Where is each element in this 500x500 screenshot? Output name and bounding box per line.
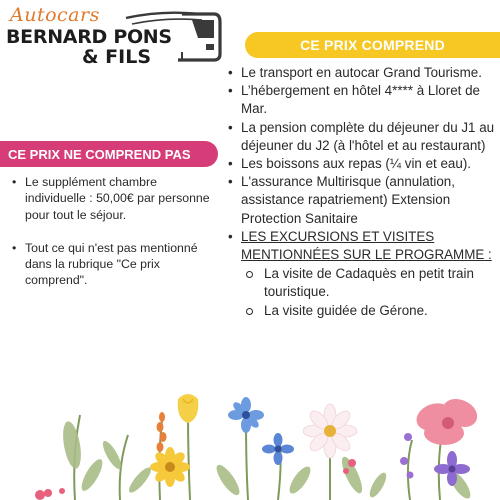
company-logo: [4, 4, 216, 66]
sublist-item: La visite guidée de Gérone.: [241, 302, 498, 320]
list-item: • L'assurance Multirisque (annulation, assistance rapatriement) Extension Protection Sanitaire: [222, 173, 498, 228]
list-item: • Le transport en autocar Grand Tourisme.: [222, 64, 498, 82]
list-item: • La pension complète du déjeuner du J1 au déjeuner du J2 (à l'hôtel et au restaurant): [222, 119, 498, 155]
excludes-banner: [0, 141, 218, 167]
excludes-title: CE PRIX NE COMPREND PAS: [8, 146, 191, 162]
excludes-list: [8, 174, 216, 289]
logo-company-suffix: & FILS: [82, 46, 152, 68]
excursions-sublist: [241, 265, 498, 320]
includes-title: CE PRIX COMPREND: [300, 37, 445, 53]
wildflowers-illustration: [0, 385, 500, 500]
sublist-item: La visite de Cadaquès en petit train touristique.: [241, 265, 498, 301]
includes-list: [222, 64, 498, 320]
excursions-heading: LES EXCURSIONS ET VISITES MENTIONNÉES SUR LE PROGRAMME :: [241, 228, 492, 263]
logo-company-name: BERNARD PONS: [6, 26, 172, 48]
list-item: • Tout ce qui n'est pas mentionné dans la rubrique "Ce prix comprend".: [8, 240, 216, 289]
includes-banner: [245, 32, 500, 58]
excursions-item: [222, 228, 498, 320]
logo-script-text: Autocars: [10, 4, 100, 26]
list-item: • Les boissons aux repas (¼ vin et eau).: [222, 155, 498, 173]
list-item: • L’hébergement en hôtel 4**** à Lloret de Mar.: [222, 82, 498, 118]
list-item: • Le supplément chambre individuelle : 50,00€ par personne pour tout le séjour.: [8, 174, 216, 223]
